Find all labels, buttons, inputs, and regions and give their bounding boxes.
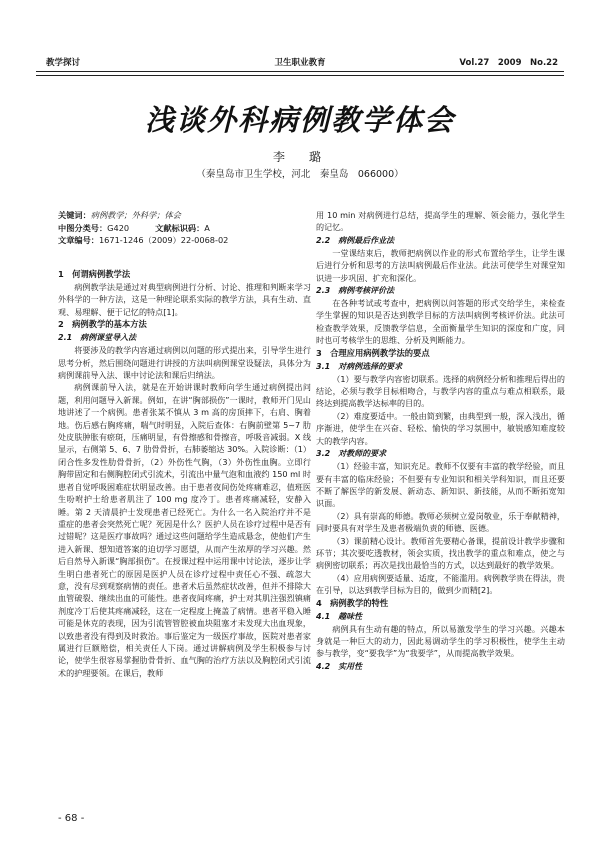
paragraph: 在各种考试或考查中，把病例以问答题的形式交给学生，来检查学生掌握的知识是否达到教学目标的方法叫病例考核评价法。此法可检查教学效果，反馈教学信息，全面衡量学生知识的深度和广度，同时也可考核学生的思维、分析及判断能力。 <box>316 298 565 346</box>
page-number: - 68 - <box>58 813 85 824</box>
section-heading: 1 何谓病例教学法 <box>58 269 131 279</box>
paragraph: 病例具有生动有趣的特点，所以易激发学生的学习兴趣。兴趣本身就是一种巨大的动力，因此易调动学生的学习积极性，使学生主动参与教学，变“要我学”为“我要学”，从而提高教学效果。 <box>316 623 565 659</box>
header-rule-thick <box>36 71 564 72</box>
classification-line <box>58 222 308 235</box>
section-heading: 3 合理应用病例教学法的要点 <box>316 347 430 358</box>
paragraph: （2）难度要适中。一般由简到繁，由典型到一般，深入浅出，循序渐进，使学生在兴奋、轻松、愉快的学习氛围中，敏锐感知难度较大的教学内容。 <box>316 410 565 446</box>
article-number-label: 文章编号： <box>58 235 99 245</box>
paragraph: （4）应用病例要适量、适度，不能滥用。病例教学贵在得法，贵在引导，以达到教学目标为目的，做到少而精[2]。 <box>316 572 565 596</box>
paragraph: 病例课前导入法，就是在开始讲课时教师向学生通过病例提出问题，利用问题导入新课。例如，在讲“胸部损伤”一课时，教师开门见山地讲述了一个病例。患者张某不慎从 3 m 高的房顶摔下，右肩、胸着地。伤后感右胸疼痛，喘气时明显，入院后查体：右胸前壁第 5~7 肋处皮肤肿胀有瘀斑，压痛明显，有骨擦感和骨擦音，呼吸音减弱。X 线显示，右侧第 5、6、7 肋骨骨折，右肺萎缩达 30%。入院诊断：（1）闭合性多发性肋骨骨折，（2）外伤性气胸，（3）外伤性血胸。立即行胸带固定和右侧胸腔闭式引流术，引流出中量气泡和血液约 150 ml 时患者自觉呼吸困难症状明显改善。由于患者夜间伤处疼痛难忍，值班医生吩咐护士给患者肌注了 100 mg 度冷丁。患者疼痛减轻，安静入睡。第 2 天清晨护士发现患者已经死亡。为什么一名入院治疗并不是重症的患者会突然死亡呢？死因是什么？医护人员在诊疗过程中是否有过错呢？这是医疗事故吗？通过这些问题给学生造成悬念，使他们产生进入新课、想知道答案的迫切学习愿望，从而产生浓厚的学习兴趣。然后自然导入新课“胸部损伤”。在授课过程中运用课中讨论法，逐步让学生明白患者死亡的原因是医护人员在诊疗过程中责任心不强、疏忽大意，没有尽到观察病情的责任。患者术后虽然症状改善，但并不排除大血管破裂、继续出血的可能性。患者夜间疼痛，护士对其肌注强烈镇痛剂度冷丁后使其疼痛减轻，这在一定程度上掩盖了病情。患者平稳入睡可能是休克的表现，因为引流管管腔被血块阻塞才未发现大出血现象，以致患者没有得到及时救治。事后鉴定为一级医疗事故，医院对患者家属进行巨额赔偿，相关责任人下岗。通过讲解病例及学生积极参与讨论，使学生很容易掌握肋骨骨折、血气胸的治疗方法以及胸腔闭式引流术的护理要领。在课后，教师 <box>58 382 311 678</box>
header-section: 教学探讨 <box>46 58 81 68</box>
header-volume: Vol.27 2009 No.22 <box>459 58 558 68</box>
left-column <box>58 268 311 679</box>
doc-code-value: A <box>204 222 210 233</box>
header-rule-thin <box>36 75 564 76</box>
paragraph: （1）经验丰富，知识充足。教师不仅要有丰富的教学经验，而且要有丰富的临床经验；不但要有专业知识和相关学科知识，而且还要不断了解医学的新发展、新动态、新知识、新技能，从而不断拓宽知识面。 <box>316 461 565 509</box>
author-affiliation: （秦皇岛市卫生学校，河北 秦皇岛 066000） <box>196 169 404 180</box>
section-heading: 4 病例教学的特性 <box>316 597 389 608</box>
doc-code-label: 文献标识码： <box>155 222 205 233</box>
paragraph: （2）具有崇高的师德。教师必须树立爱岗敬业，乐于奉献精神，同时要具有对学生及患者极端负责的师德、医德。 <box>316 510 565 534</box>
clc-label: 中图分类号： <box>58 222 108 233</box>
paragraph: （1）要与教学内容密切联系。选择的病例经分析和推理后得出的结论，必须与教学目标相吻合，与教学内容的重点与难点相联系，最终达到提高教学达标率的目的。 <box>316 373 565 409</box>
subsection-heading: 2.2 病例最后作业法 <box>316 235 395 245</box>
paragraph: 用 10 min 对病例进行总结，提高学生的理解、领会能力，强化学生的记忆。 <box>316 210 565 233</box>
subsection-heading: 3.2 对教师的要求 <box>316 449 387 459</box>
keywords-label: 关键词： <box>58 210 91 220</box>
paragraph: 病例教学法是通过对典型病例进行分析、讨论、推理和判断来学习外科学的一种方法，这是一种理论联系实际的教学方法，具有生动、直观、易理解、便于记忆的特点[1]。 <box>58 282 311 317</box>
header-journal: 卫生职业教育 <box>274 58 326 68</box>
article-number-line <box>58 234 308 247</box>
keywords-line <box>58 209 308 222</box>
paragraph: （3）课前精心设计。教师首先要精心备课，提前设计教学步骤和环节；其次要吃透教材，领会实质，找出教学的重点和难点，使之与病例密切联系；再次是找出最恰当的方式，以达到最好的教学效果。 <box>316 535 565 571</box>
subsection-heading: 2.1 病例课堂导入法 <box>58 333 137 343</box>
article-number-value: 1671-1246（2009）22-0068-02 <box>98 235 229 245</box>
subsection-heading: 4.2 实用性 <box>316 661 363 671</box>
article-metadata <box>58 209 308 247</box>
paragraph: 一堂课结束后，教师把病例以作业的形式布置给学生，让学生课后进行分析和思考的方法叫病例最后作业法。此法可使学生对课堂知识进一步巩固、扩充和深化。 <box>316 247 565 283</box>
subsection-heading: 4.1 趣味性 <box>316 611 363 621</box>
clc-value: G420 <box>107 222 130 233</box>
article-title: 浅谈外科病例教学体会 <box>144 103 455 137</box>
subsection-heading: 3.1 对病例选择的要求 <box>316 361 403 371</box>
article-author: 李 璐 <box>272 150 327 164</box>
right-column <box>316 209 565 673</box>
section-heading: 2 病例教学的基本方法 <box>58 319 147 330</box>
keywords-value: 病例教学；外科学；体会 <box>90 210 181 220</box>
paragraph: 将要涉及的教学内容通过病例以问题的形式提出来，引导学生进行思考分析，然后围绕问题进行讲授的方法叫病例课堂设疑法，具体分为病例课前导入法、课中讨论法和课后归纳法。 <box>58 345 311 381</box>
subsection-heading: 2.3 病例考核评价法 <box>316 286 395 296</box>
